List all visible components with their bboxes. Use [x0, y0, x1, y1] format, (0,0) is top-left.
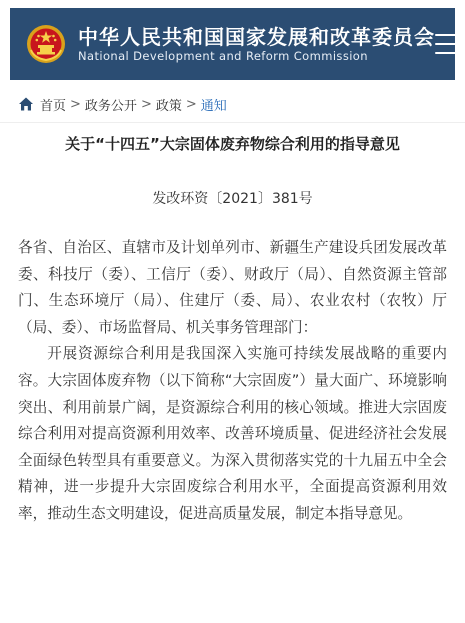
breadcrumb-item-notice[interactable]: 通知 — [200, 98, 227, 114]
breadcrumb-separator: > — [185, 96, 197, 112]
hamburger-menu-icon[interactable] — [435, 34, 461, 54]
breadcrumb-item-policy[interactable]: 政策 — [155, 98, 182, 114]
site-header — [0, 0, 465, 86]
breadcrumb-separator: > — [140, 96, 152, 112]
breadcrumb — [0, 86, 465, 123]
site-title-en: National Development and Reform Commission — [78, 48, 368, 63]
article-paragraph-intro: 开展资源综合利用是我国深入实施可持续发展战略的重要内容。大宗固体废弃物（以下简称“大宗固废”）量大面广、环境影响突出、利用前景广阔，是资源综合利用的核心领域。推进大宗固废综合利用对提高资源利用效率、改善环境质量、促进经济社会发展全面绿色转型具有重要意义。为深入贯彻落实党的十九届五中全会精神，进一步提升大宗固废综合利用水平，全面提高资源利用效率，推动生态文明建设，促进高质量发展，制定本指导意见。 — [18, 345, 447, 522]
breadcrumb-item-government-affairs[interactable]: 政务公开 — [84, 98, 137, 114]
article-body — [0, 133, 465, 528]
article-title: 关于“十四五”大宗固体废弃物综合利用的指导意见 — [65, 135, 400, 153]
site-titles — [78, 25, 435, 64]
home-icon[interactable] — [18, 96, 34, 112]
breadcrumb-separator: > — [70, 96, 81, 112]
header-banner — [10, 8, 455, 80]
site-title-cn: 中华人民共和国国家发展和改革委员会 — [78, 24, 435, 49]
document-number: 发改环资〔2021〕381号 — [152, 191, 313, 207]
article-paragraph-addressees: 各省、自治区、直辖市及计划单列市、新疆生产建设兵团发展改革委、科技厅（委）、工信厅（委）、财政厅（局）、自然资源主管部门、生态环境厅（局）、住建厅（委、局）、农业农村（农牧）厅（局、委）、市场监督局、机关事务管理部门： — [18, 239, 447, 336]
national-emblem-icon[interactable] — [26, 24, 66, 64]
breadcrumb-home[interactable]: 首页 — [40, 98, 67, 114]
